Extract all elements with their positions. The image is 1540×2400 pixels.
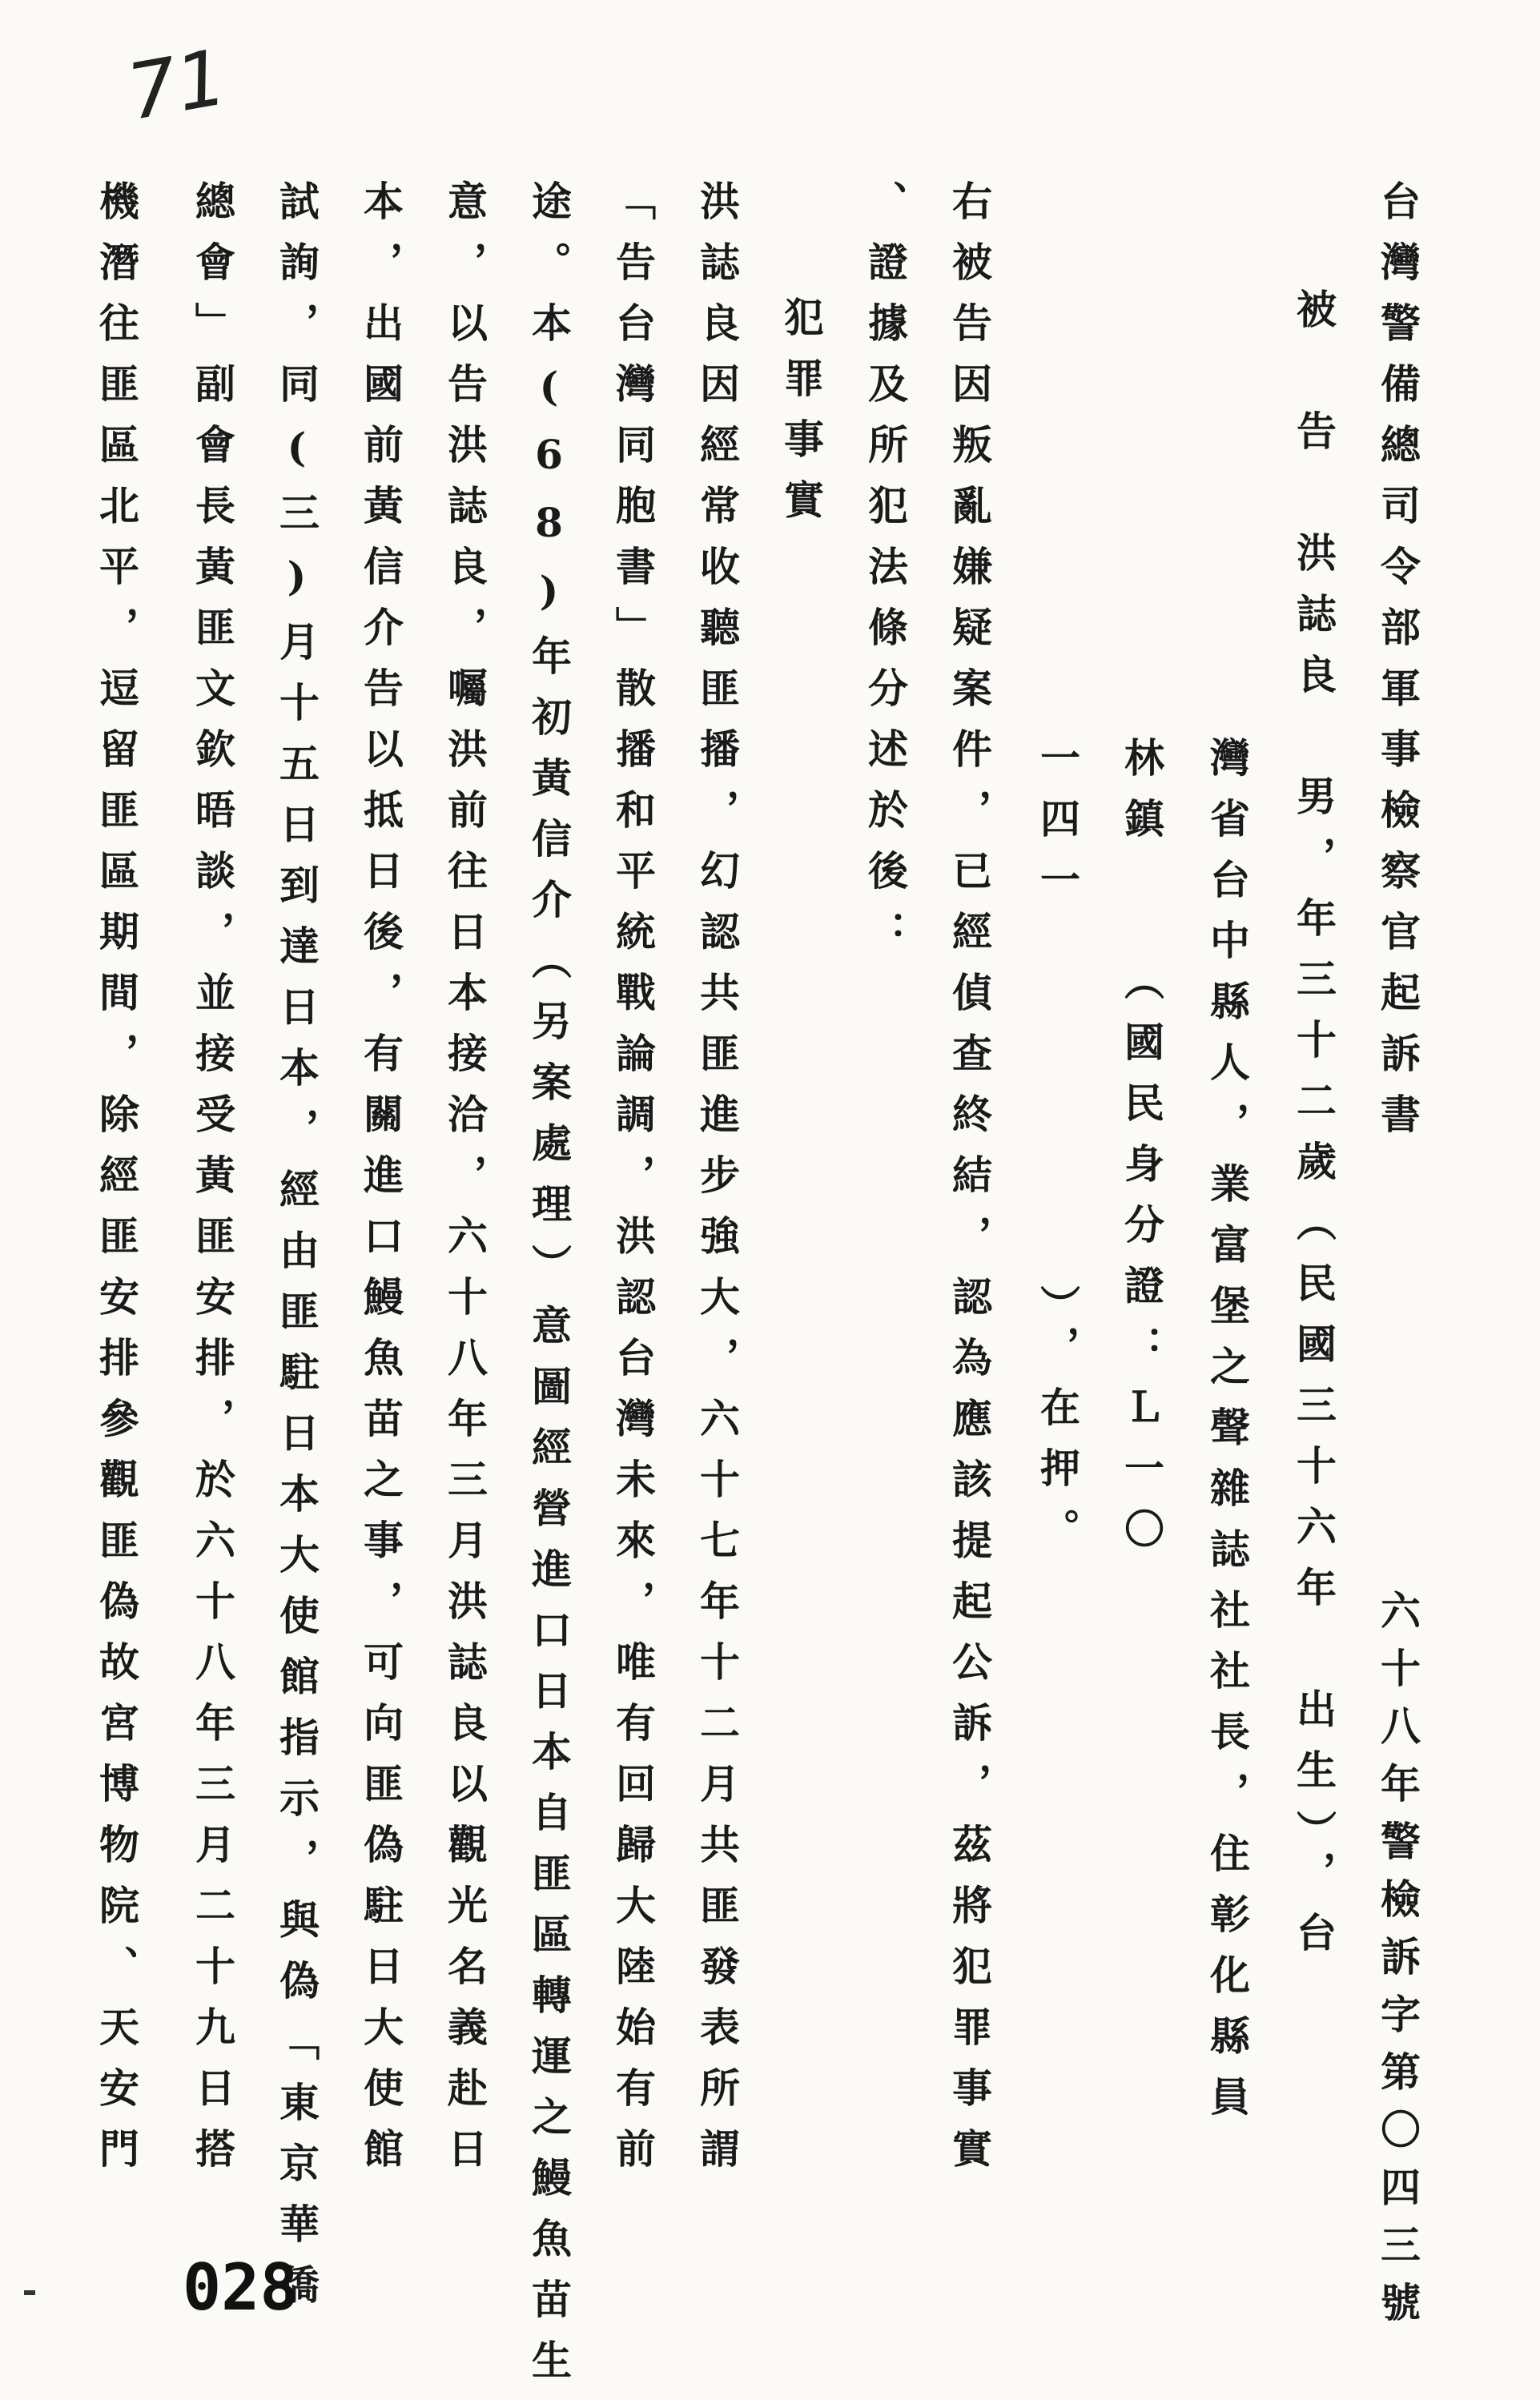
body-line-8: 機潛往匪區北平，逗留匪區期間，除經匪安排參觀匪偽故宮博物院、天安門 <box>93 180 140 2189</box>
body-line-4: 意，以告洪誌良，囑洪前往日本接洽，六十八年三月洪誌良以觀光名義赴日 <box>441 180 489 2189</box>
body-line-5: 本，出國前黃信介告以抵日後，有關進口鰻魚苗之事，可向匪偽駐日大使館 <box>357 180 404 2189</box>
body-line-6: 試詢，同(三)月十五日到達日本，經由匪駐日本大使館指示，與偽「東京華僑 <box>273 180 320 2325</box>
margin-mark <box>24 2290 35 2295</box>
document-title: 台灣警備總司令部軍事檢察官起訴書 <box>1374 180 1421 1154</box>
body-line-2: 「告台灣同胞書」散播和平統戰論調，洪認台灣未來，唯有回歸大陸始有前 <box>609 180 657 2189</box>
intro-line-2: 、證據及所犯法條分述於後： <box>862 180 909 971</box>
defendant-line-1: 被 告 洪誌良 男，年三十二歲（民國三十六年 出生），台 <box>1290 288 1337 1972</box>
intro-line-1: 右被告因叛亂嫌疑案件，已經偵查終結，認為應該提起公訴，茲將犯罪事實 <box>946 180 993 2189</box>
defendant-line-4: 一四一 ），在押。 <box>1034 737 1081 1569</box>
section-heading: 犯罪事實 <box>778 296 825 540</box>
case-number: 六十八年警檢訴字第〇四三號 <box>1374 1590 1421 2339</box>
defendant-line-3: 林鎮 （國民身分證：Ｌ一〇 <box>1118 737 1165 1569</box>
body-line-3: 途。本(68)年初黃信介（另案處理）意圖經營進口日本自匪區轉運之鰻魚苗生 <box>525 180 573 2400</box>
handwritten-page-number: 71 <box>121 32 233 138</box>
body-line-7: 總會」副會長黃匪文欽晤談，並接受黃匪安排，於六十八年三月二十九日搭 <box>189 180 236 2189</box>
body-line-1: 洪誌良因經常收聽匪播，幻認共匪進步強大，六十七年十二月共匪發表所謂 <box>694 180 741 2189</box>
page-number: 028 <box>183 2250 299 2325</box>
defendant-line-2: 灣省台中縣人，業富堡之聲雜誌社社長，住彰化縣員 <box>1204 737 1251 2137</box>
